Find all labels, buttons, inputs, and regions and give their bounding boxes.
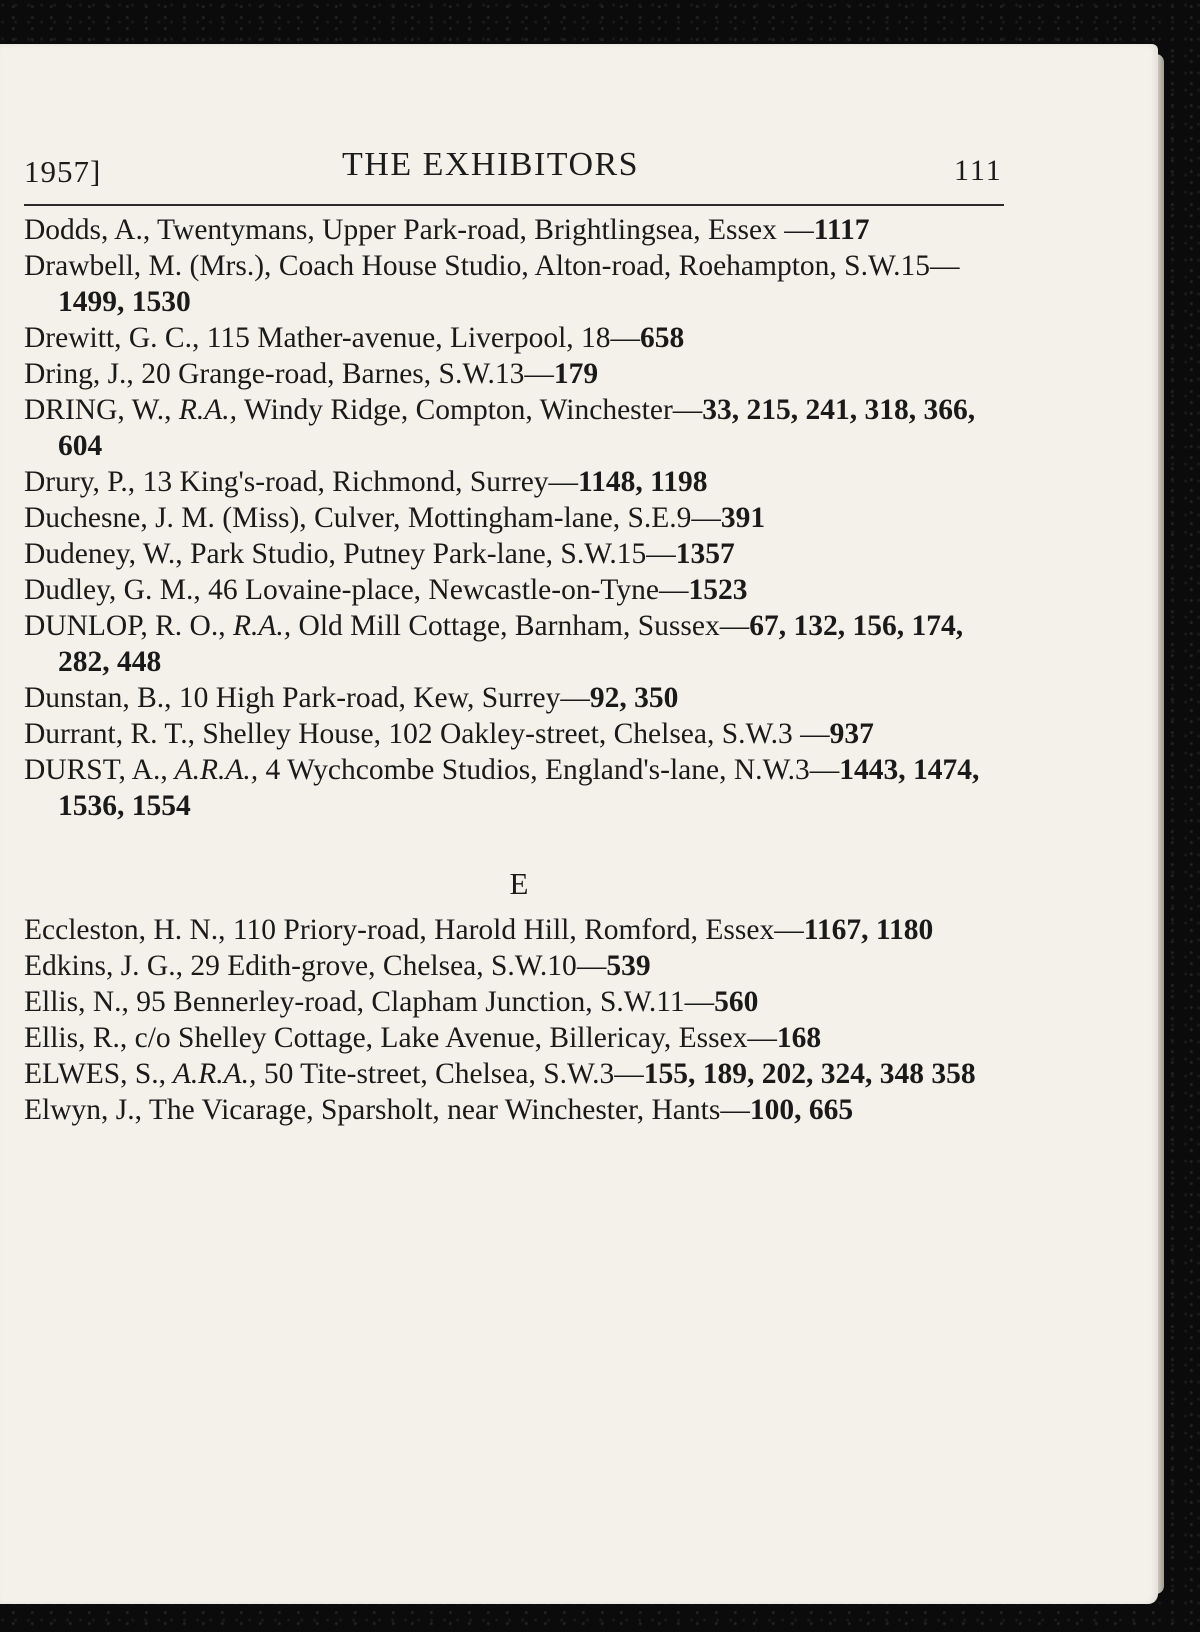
entry-dash: —	[719, 610, 750, 642]
exhibitor-entry	[24, 464, 1014, 500]
exhibitor-name: Ellis, N.,	[24, 986, 129, 1018]
entry-dash: —	[524, 358, 554, 390]
entry-dash: —	[646, 538, 676, 570]
exhibitor-entry	[24, 716, 1014, 752]
entry-dash: —	[809, 754, 840, 786]
entry-dash: —	[720, 1094, 750, 1126]
exhibitor-entry	[24, 948, 1014, 984]
exhibitor-address: 4 Wychcombe Studios, England's-lane, N.W.3	[258, 754, 810, 786]
section-e-entries	[24, 912, 1014, 1128]
exhibitor-address: c/o Shelley Cottage, Lake Avenue, Billericay, Essex	[127, 1022, 748, 1054]
exhibitor-name: Drury, P.,	[24, 466, 136, 498]
exhibitor-entry	[24, 320, 1014, 356]
exhibitor-entry	[24, 356, 1014, 392]
section-d-entries	[24, 212, 1014, 824]
entry-dash: —	[560, 682, 590, 714]
header-rule	[24, 204, 1004, 206]
exhibitor-address: 10 High Park-road, Kew, Surrey	[171, 682, 561, 714]
entry-dash: —	[658, 574, 689, 606]
exhibitor-address: 20 Grange-road, Barnes, S.W.13	[133, 358, 525, 390]
exhibitor-name: Dunstan, B.,	[24, 682, 172, 714]
exhibitor-name: Edkins, J. G.,	[24, 950, 183, 982]
exhibit-numbers: 179	[553, 358, 599, 390]
entry-dash: —	[672, 394, 703, 426]
exhibit-numbers: 1167, 1180	[803, 914, 934, 946]
exhibitor-address: 95 Bennerley-road, Clapham Junction, S.W.11	[128, 986, 685, 1018]
exhibitor-address: Culver, Mottingham-lane, S.E.9	[306, 502, 692, 534]
exhibitor-address: The Vicarage, Sparsholt, near Winchester, Hants	[142, 1094, 721, 1126]
exhibitor-entry	[24, 1056, 1014, 1092]
exhibit-numbers: 1357	[675, 538, 735, 570]
exhibitor-entry	[24, 608, 1014, 680]
exhibit-numbers: 391	[720, 502, 766, 534]
exhibitor-entry	[24, 984, 1014, 1020]
exhibitor-qualification: R.A.,	[171, 394, 238, 426]
exhibitor-qualification: A.R.A.,	[167, 754, 259, 786]
exhibit-numbers: 92, 350	[589, 682, 679, 714]
exhibit-numbers: 67, 132, 156, 174, 282, 448	[58, 610, 964, 678]
exhibitor-name: DRING, W.,	[24, 394, 172, 426]
exhibitor-entry	[24, 1020, 1014, 1056]
exhibitor-entry	[24, 536, 1014, 572]
exhibit-numbers: 1148, 1198	[578, 466, 708, 498]
exhibitor-address: 13 King's-road, Richmond, Surrey	[135, 466, 549, 498]
entry-dash: —	[576, 950, 607, 982]
entry-dash: —	[548, 466, 579, 498]
exhibitor-name: Dodds, A.,	[24, 214, 151, 246]
exhibitor-name: Drawbell, M. (Mrs.),	[24, 250, 272, 282]
entry-dash: —	[610, 322, 641, 354]
entry-dash: —	[684, 986, 715, 1018]
exhibitor-entry	[24, 500, 1014, 536]
exhibitor-address: Shelley House, 102 Oakley-street, Chelsea, S.W.3	[194, 718, 793, 750]
exhibit-numbers: 1117	[813, 214, 870, 246]
exhibit-numbers: 33, 215, 241, 318, 366, 604	[58, 394, 976, 462]
exhibitor-address: 110 Priory-road, Harold Hill, Romford, Essex	[225, 914, 775, 946]
exhibitor-name: DURST, A.,	[24, 754, 168, 786]
exhibit-numbers: 168	[776, 1022, 822, 1054]
exhibit-numbers: 560	[714, 986, 759, 1018]
exhibitor-name: Dudeney, W.,	[24, 538, 183, 570]
exhibitor-address: 46 Lovaine-place, Newcastle-on-Tyne	[200, 574, 659, 606]
header-year: 1957]	[24, 154, 102, 189]
page-number: 111	[954, 154, 1003, 187]
exhibitor-name: Dring, J.,	[24, 358, 134, 390]
exhibitor-name: Elwyn, J.,	[24, 1094, 142, 1126]
exhibitor-address: Windy Ridge, Compton, Winchester	[237, 394, 673, 426]
exhibit-numbers: 658	[640, 322, 685, 354]
section-letter-e: E	[509, 866, 529, 901]
exhibitor-address: Park Studio, Putney Park-lane, S.W.15	[182, 538, 647, 570]
exhibitor-name: Durrant, R. T.,	[24, 718, 195, 750]
exhibitor-name: Duchesne, J. M. (Miss),	[24, 502, 307, 534]
exhibit-numbers: 1523	[688, 574, 748, 606]
exhibitor-address: 50 Tite-street, Chelsea, S.W.3	[256, 1058, 615, 1090]
exhibitor-address: Old Mill Cottage, Barnham, Sussex	[291, 610, 720, 642]
entry-dash: —	[691, 502, 721, 534]
exhibitor-name: Eccleston, H. N.,	[24, 914, 226, 946]
entry-dash: —	[614, 1058, 644, 1090]
exhibitor-qualification: R.A.,	[225, 610, 292, 642]
exhibit-numbers: 937	[829, 718, 874, 750]
exhibitor-name: Ellis, R.,	[24, 1022, 128, 1054]
exhibit-numbers: 539	[606, 950, 651, 982]
exhibitor-name: Dudley, G. M.,	[24, 574, 201, 606]
exhibitor-entry	[24, 1092, 1014, 1128]
exhibitor-entry	[24, 572, 1014, 608]
exhibit-numbers: 155, 189, 202, 324, 348 358	[643, 1058, 976, 1090]
exhibitor-name: ELWES, S.,	[24, 1058, 167, 1090]
entry-dash: —	[776, 214, 814, 246]
exhibitor-address: 115 Mather-avenue, Liverpool, 18	[199, 322, 611, 354]
header-title: THE EXHIBITORS	[342, 146, 640, 183]
running-head	[24, 140, 1004, 190]
exhibitor-qualification: A.R.A.,	[166, 1058, 257, 1090]
exhibitor-entry	[24, 212, 1014, 248]
entry-dash: —	[792, 718, 830, 750]
entry-dash: —	[929, 250, 960, 282]
exhibitor-address: Twentymans, Upper Park-road, Brightlingsea, Essex	[150, 214, 777, 246]
entry-dash: —	[774, 914, 804, 946]
exhibitor-entry	[24, 248, 1014, 320]
exhibitor-entry	[24, 912, 1014, 948]
exhibit-numbers: 1443, 1474, 1536, 1554	[58, 754, 980, 822]
exhibitor-name: Drewitt, G. C.,	[24, 322, 200, 354]
exhibit-numbers: 100, 665	[749, 1094, 854, 1126]
entry-dash: —	[747, 1022, 777, 1054]
exhibitor-address: 29 Edith-grove, Chelsea, S.W.10	[182, 950, 577, 982]
exhibitor-entry	[24, 752, 1014, 824]
exhibitor-entry	[24, 680, 1014, 716]
exhibitor-list	[24, 212, 1014, 1128]
exhibitor-entry	[24, 392, 1014, 464]
exhibitor-name: DUNLOP, R. O.,	[24, 610, 226, 642]
exhibitor-address: Coach House Studio, Alton-road, Roehampton, S.W.15	[271, 250, 930, 282]
exhibit-numbers: 1499, 1530	[58, 286, 191, 318]
